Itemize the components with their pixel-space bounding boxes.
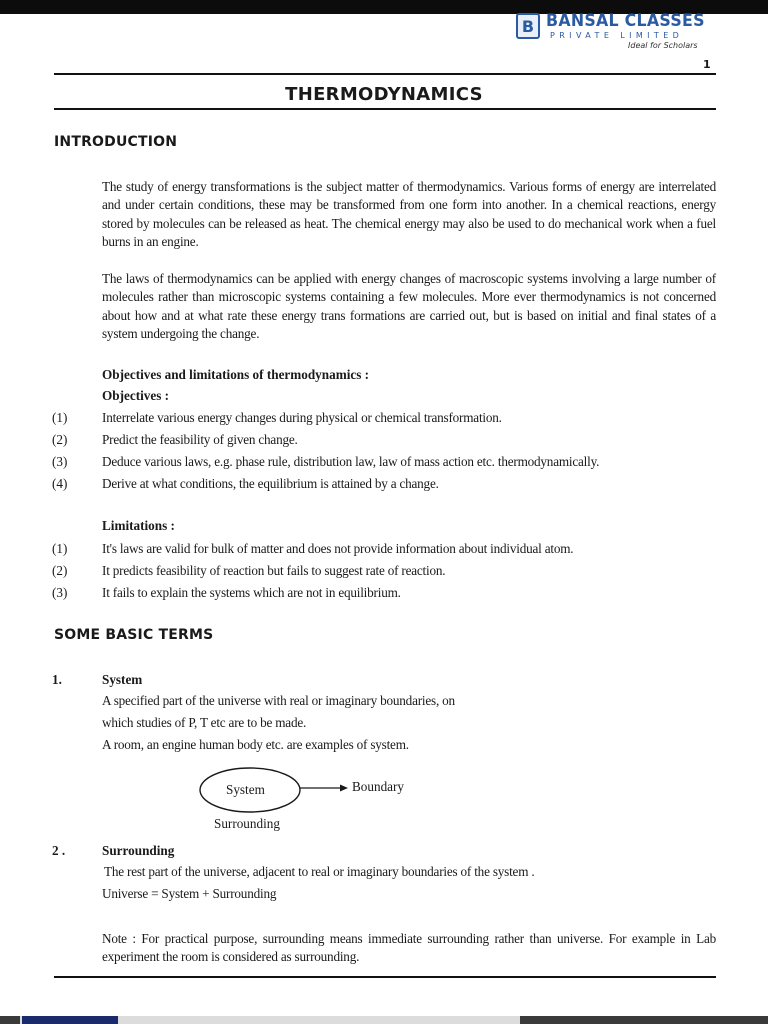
limitation-number: (1): [52, 541, 68, 556]
system-boundary-diagram: [196, 764, 436, 836]
brand-name: BANSAL CLASSES: [546, 11, 705, 31]
diagram-boundary-label: Boundary: [352, 779, 405, 794]
bottom-strip-accent: [22, 1016, 118, 1024]
intro-paragraph-2: The laws of thermodynamics can be applied with energy changes of macroscopic systems involving a large number of molecules rather than microscopic systems containing a few molecules. More ever thermodynamics is not concerned about how and at what rate these energy trans formations are carried out, but is based on initial and final states of a system undergoing the change.: [102, 271, 716, 342]
term-title-surrounding: Surrounding: [102, 843, 175, 858]
limitation-number: (2): [52, 563, 68, 578]
diagram-system-label: System: [226, 782, 265, 797]
brand-logo: [516, 11, 705, 53]
limitation-item: It's laws are valid for bulk of matter and does not provide information about individual atom.: [102, 541, 574, 556]
objective-item: Deduce various laws, e.g. phase rule, distribution law, law of mass action etc. thermodynamically.: [102, 454, 600, 469]
bottom-frame-bar: [0, 1016, 768, 1024]
objective-number: (3): [52, 454, 68, 469]
diagram-surrounding-label: Surrounding: [214, 816, 280, 831]
brand-tagline: Ideal for Scholars: [628, 41, 698, 50]
page-number: 1: [703, 58, 711, 71]
intro-paragraph-1: The study of energy transformations is the subject matter of thermodynamics. Various forms of energy are interrelated and under certain conditions, these may be transformed from one form into another. In a chemical reactions, energy stored by molecules can be released as heat. The chemical energy may also be used to do mechanical work when a fuel burns in an engine.: [102, 179, 716, 250]
boundary-arrowhead: [340, 785, 348, 792]
limitation-item: It predicts feasibility of reaction but fails to suggest rate of reaction.: [102, 563, 446, 578]
section-heading-basic-terms: SOME BASIC TERMS: [54, 627, 214, 643]
page-title: THERMODYNAMICS: [285, 84, 483, 105]
objective-item: Interrelate various energy changes during physical or chemical transformation.: [102, 410, 502, 425]
limitations-subheading: Limitations :: [102, 518, 175, 533]
limitation-number: (3): [52, 585, 68, 600]
system-definition-line: A specified part of the universe with real or imaginary boundaries, on: [102, 693, 455, 708]
objective-item: Predict the feasibility of given change.: [102, 432, 298, 447]
header-rule-top: [54, 73, 716, 75]
surrounding-definition-line: The rest part of the universe, adjacent to real or imaginary boundaries of the system .: [104, 864, 535, 879]
logo-emblem-icon: B: [516, 13, 540, 39]
note-paragraph: Note : For practical purpose, surrounding means immediate surrounding rather than universe. For example in Lab experiment the room is considered as surrounding.: [102, 931, 716, 965]
objective-number: (1): [52, 410, 68, 425]
objectives-limitations-heading: Objectives and limitations of thermodynamics :: [102, 367, 370, 382]
objective-number: (4): [52, 476, 68, 491]
objective-number: (2): [52, 432, 68, 447]
term-number-system: 1.: [52, 672, 62, 687]
universe-equation: Universe = System + Surrounding: [102, 886, 277, 901]
term-number-surrounding: 2 .: [52, 843, 66, 858]
system-definition-line: which studies of P, T etc are to be made.: [102, 715, 307, 730]
section-heading-introduction: INTRODUCTION: [54, 134, 178, 150]
header-rule-bottom: [54, 108, 716, 110]
term-title-system: System: [102, 672, 143, 687]
brand-subtitle: PRIVATE LIMITED: [550, 31, 684, 40]
limitation-item: It fails to explain the systems which are not in equilibrium.: [102, 585, 401, 600]
footer-rule: [54, 976, 716, 978]
system-definition-line: A room, an engine human body etc. are examples of system.: [102, 737, 409, 752]
objective-item: Derive at what conditions, the equilibrium is attained by a change.: [102, 476, 439, 491]
objectives-subheading: Objectives :: [102, 388, 170, 403]
